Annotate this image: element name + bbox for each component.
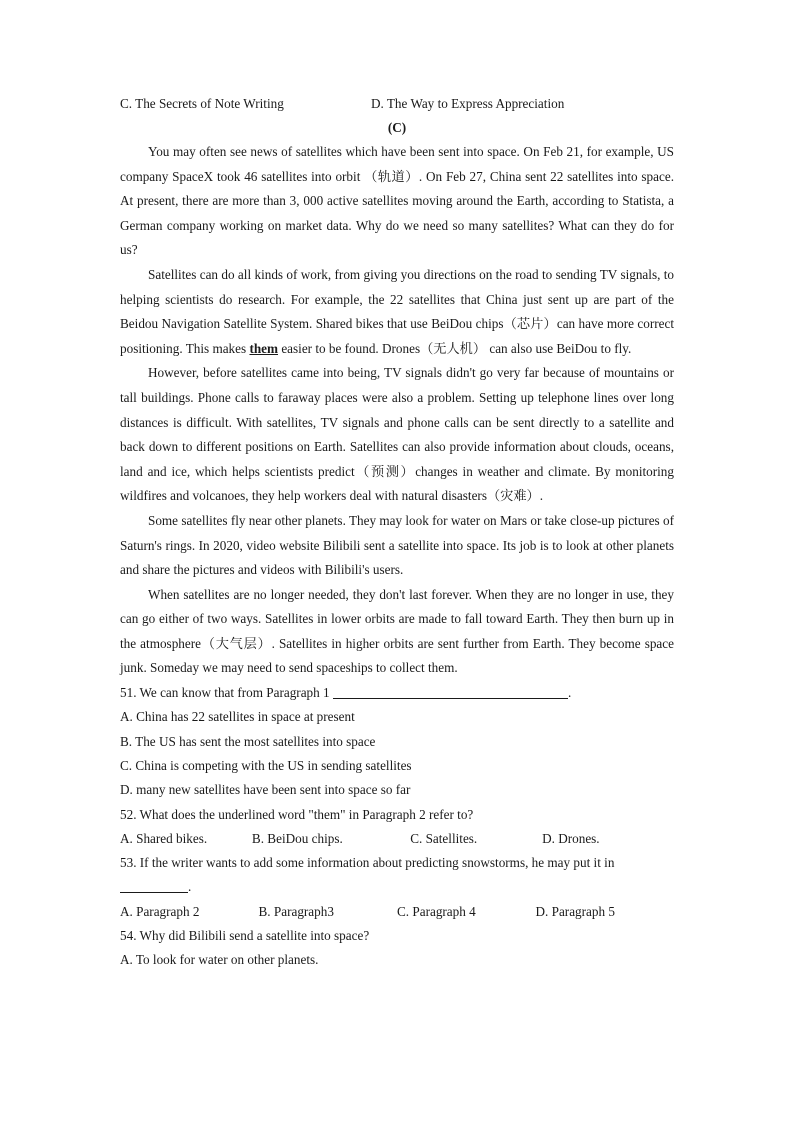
option-a: A. Shared bikes. — [120, 830, 208, 846]
option-d: D. many new satellites have been sent into space so far — [120, 782, 411, 798]
paragraph-2-part-b: easier to be found. Drones（无人机） can also use BeiDou to fly. — [278, 340, 632, 356]
options-row — [120, 827, 674, 851]
question-51 — [120, 681, 674, 802]
question-stem: 54. Why did Bilibili send a satellite into space? — [120, 928, 370, 944]
option-c: C. Paragraph 4 — [397, 903, 476, 919]
answer-blank — [120, 878, 188, 893]
paragraph-5: When satellites are no longer needed, they don't last forever. When they are no longer in use, they can go either of two ways. Satellites in lower orbits are made to fall toward Earth. They then burn up in the atmosphere（大气层）. Satellites in higher orbits are sent further from Earth. They become space junk. Someday we may need to send spaceships to collect them. — [120, 586, 674, 676]
paragraph-4: Some satellites fly near other planets. They may look for water on Mars or take close-up pictures of Saturn's rings. In 2020, video website Bilibili sent a satellite into space. Its job is to look at other planets and share the pictures and videos with Bilibili's users. — [120, 512, 674, 578]
option-b: B. The US has sent the most satellites into space — [120, 733, 376, 749]
option-c: C. The Secrets of Note Writing — [120, 96, 284, 111]
underlined-word: them — [249, 340, 279, 356]
option-c: C. China is competing with the US in sending satellites — [120, 757, 412, 773]
answer-blank — [333, 684, 568, 699]
question-stem: 51. We can know that from Paragraph 1 . — [120, 685, 572, 701]
option-c: C. Satellites. — [410, 830, 478, 846]
options-row — [120, 900, 674, 924]
paragraph-2 — [120, 263, 674, 361]
option-b: B. BeiDou chips. — [251, 830, 343, 846]
paragraph-1: You may often see news of satellites which have been sent into space. On Feb 21, for example, US company SpaceX took 46 satellites into orbit （轨道）. On Feb 27, China sent 22 satellites into space. At present, there are more than 3, 000 active satellites moving around the Earth, according to Statista, a German company working on market data. Why do we need so many satellites? What can they do for us? — [120, 144, 674, 258]
option-a: A. China has 22 satellites in space at present — [120, 709, 355, 725]
option-d: D. Drones. — [542, 830, 600, 846]
question-53 — [120, 851, 674, 924]
previous-question-options — [120, 92, 674, 116]
paragraph-3: However, before satellites came into being, TV signals didn't go very far because of mountains or tall buildings. Phone calls to faraway places were also a problem. Setting up telephone lines over long distances is difficult. With satellites, TV signals and phone calls can be sent directly to a satellite and back down to different positions on Earth. Satellites can also provide information about clouds, oceans, land and ice, which helps scientists predict（预测）changes in weather and climate. By monitoring wildfires and volcanoes, they help workers deal with natural disasters（灾难）. — [120, 365, 674, 504]
question-52 — [120, 803, 674, 852]
option-a: A. To look for water on other planets. — [120, 952, 319, 968]
option-b: B. Paragraph3 — [258, 903, 334, 919]
question-stem: 53. If the writer wants to add some information about predicting snowstorms, he may put it in . — [120, 855, 615, 895]
question-54 — [120, 924, 674, 973]
reading-passage — [120, 140, 674, 681]
option-d: D. Paragraph 5 — [535, 903, 615, 919]
question-stem: 52. What does the underlined word "them" in Paragraph 2 refer to? — [120, 806, 474, 822]
option-a: A. Paragraph 2 — [120, 903, 200, 919]
section-title: (C) — [387, 120, 407, 135]
paragraph-2-part-a: Satellites can do all kinds of work, from giving you directions on the road to sending TV signals, to helping scientists do research. For example, the 22 satellites that China just sent up are part of the Beidou Navigation Satellite System. Shared bikes that use BeiDou chips（芯片）can have more correct positioning. This makes — [120, 266, 674, 356]
worksheet-page — [120, 92, 674, 973]
option-d: D. The Way to Express Appreciation — [371, 96, 565, 111]
